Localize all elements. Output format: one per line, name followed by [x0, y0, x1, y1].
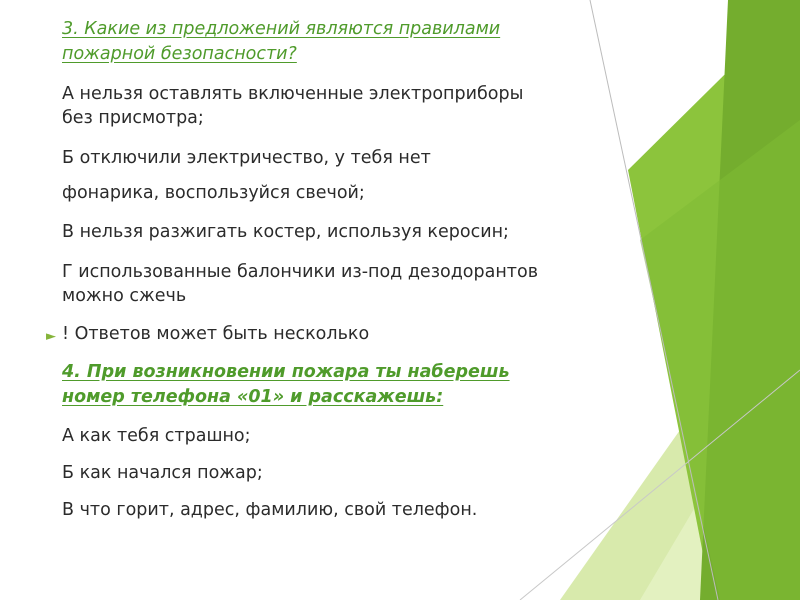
arrow-bullet-icon: ► [46, 329, 56, 344]
q3-option-b-line-2: фонарика, воспользуйся свечой; [62, 183, 365, 203]
q4-option-c: В что горит, адрес, фамилию, свой телефон. [62, 500, 478, 520]
question-3-title-line-2: пожарной безопасности? [62, 44, 297, 64]
q3-option-a-line-1: А нельзя оставлять включенные электроприборы [62, 84, 524, 104]
question-3-title-line-1: 3. Какие из предложений являются правилами [62, 19, 501, 39]
question-4-title-line-1: 4. При возникновении пожара ты наберешь [62, 362, 510, 382]
q3-option-a-line-2: без присмотра; [62, 108, 204, 128]
q4-option-b: Б как начался пожар; [62, 463, 263, 483]
q4-option-a: А как тебя страшно; [62, 426, 251, 446]
q3-option-c: В нельзя разжигать костер, используя керосин; [62, 222, 509, 242]
q3-option-d-line-2: можно сжечь [62, 286, 187, 306]
question-4-title-line-2: номер телефона «01» и расскажешь: [62, 387, 444, 407]
q3-option-b-line-1: Б отключили электричество, у тебя нет [62, 148, 431, 168]
q3-option-d-line-1: Г использованные балончики из-под дезодорантов [62, 262, 539, 282]
q3-note: ! Ответов может быть несколько [62, 324, 370, 344]
